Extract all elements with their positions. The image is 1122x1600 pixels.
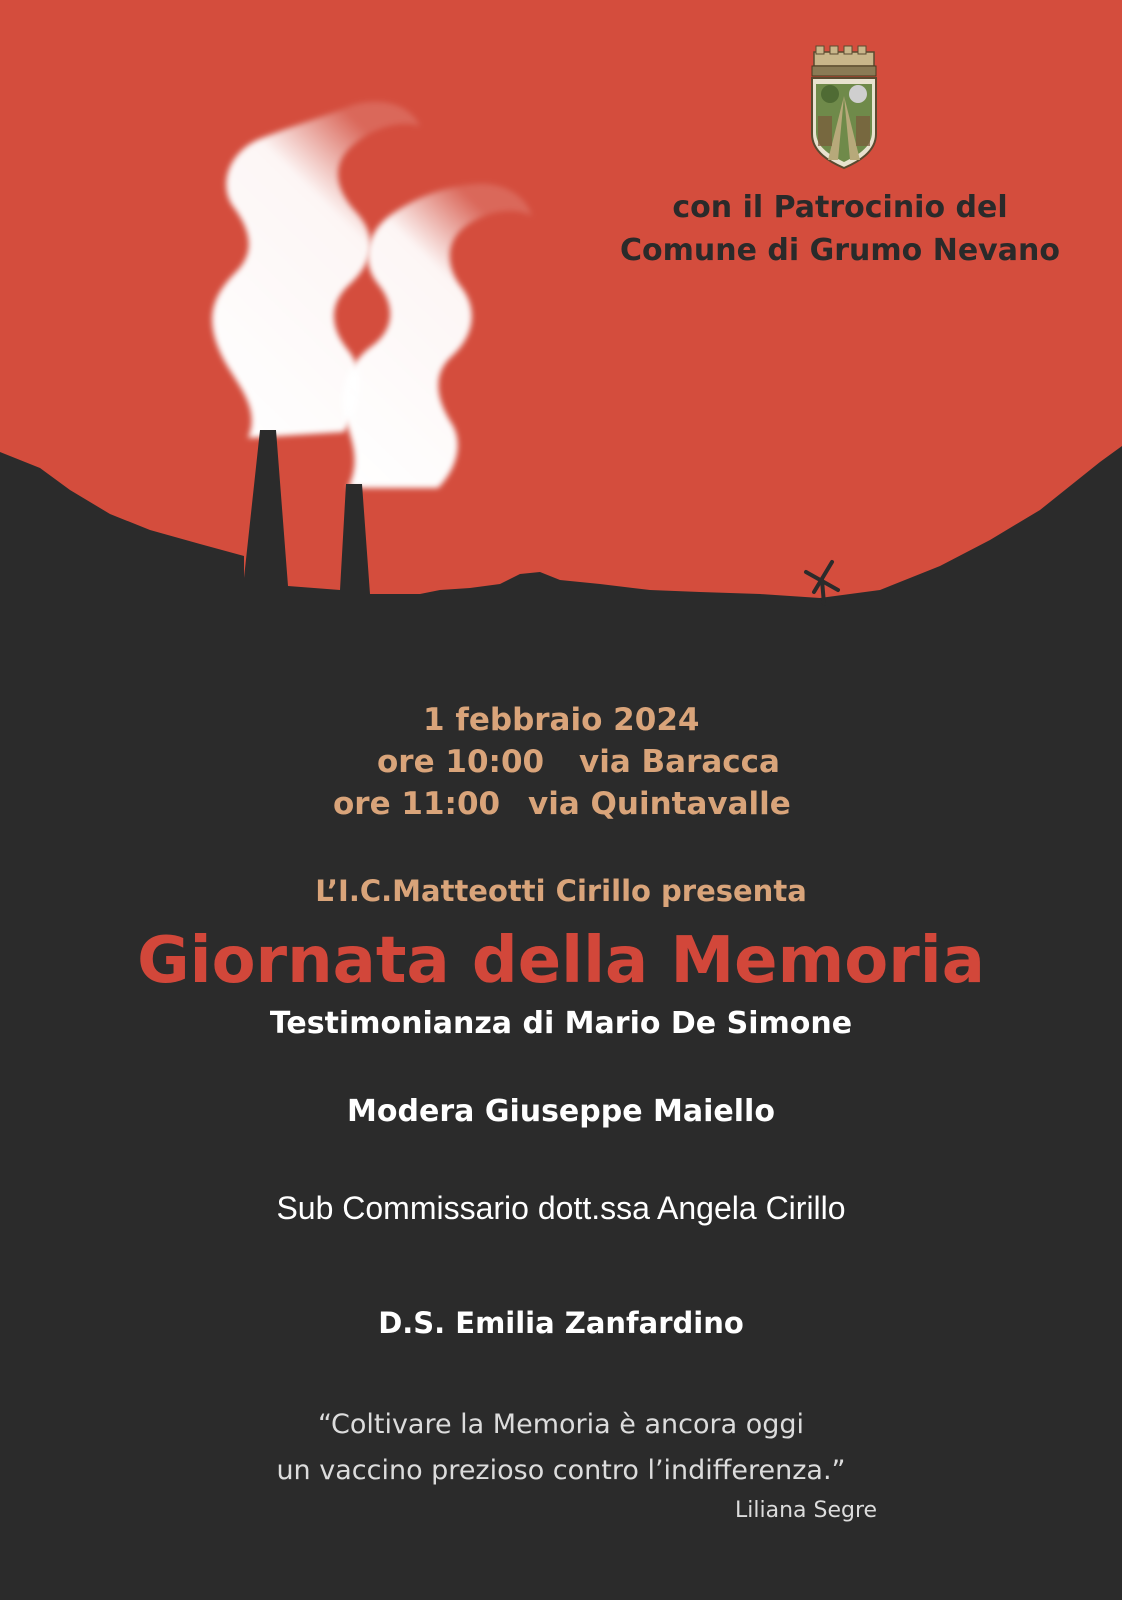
session-2-time: ore 11:00 <box>333 786 501 822</box>
patronage-text <box>600 186 1080 272</box>
sub-commissioner-line: Sub Commissario dott.ssa Angela Cirillo <box>276 1190 846 1226</box>
event-date: 1 febbraio 2024 <box>423 702 700 738</box>
patronage-line-1: con il Patrocinio del <box>672 190 1008 225</box>
moderator-line: Modera Giuseppe Maiello <box>347 1094 775 1129</box>
headmaster-line: D.S. Emilia Zanfardino <box>378 1306 744 1340</box>
presenter-line: L’I.C.Matteotti Cirillo presenta <box>315 874 807 908</box>
event-title: Giornata della Memoria <box>137 924 985 998</box>
session-1-time: ore 10:00 <box>377 744 545 780</box>
quote-author: Liliana Segre <box>735 1498 878 1523</box>
session-1-place: via Baracca <box>579 744 780 780</box>
testimony-line: Testimonianza di Mario De Simone <box>269 1006 853 1041</box>
session-2-place: via Quintavalle <box>528 786 791 822</box>
quote-line-1: “Coltivare la Memoria è ancora oggi <box>317 1409 805 1440</box>
municipal-coat-of-arms-icon <box>808 44 880 174</box>
quote-line-2: un vaccino prezioso contro l’indifferenza.” <box>276 1455 846 1486</box>
smokestacks-illustration <box>0 0 1122 640</box>
patronage-line-2: Comune di Grumo Nevano <box>620 233 1060 268</box>
